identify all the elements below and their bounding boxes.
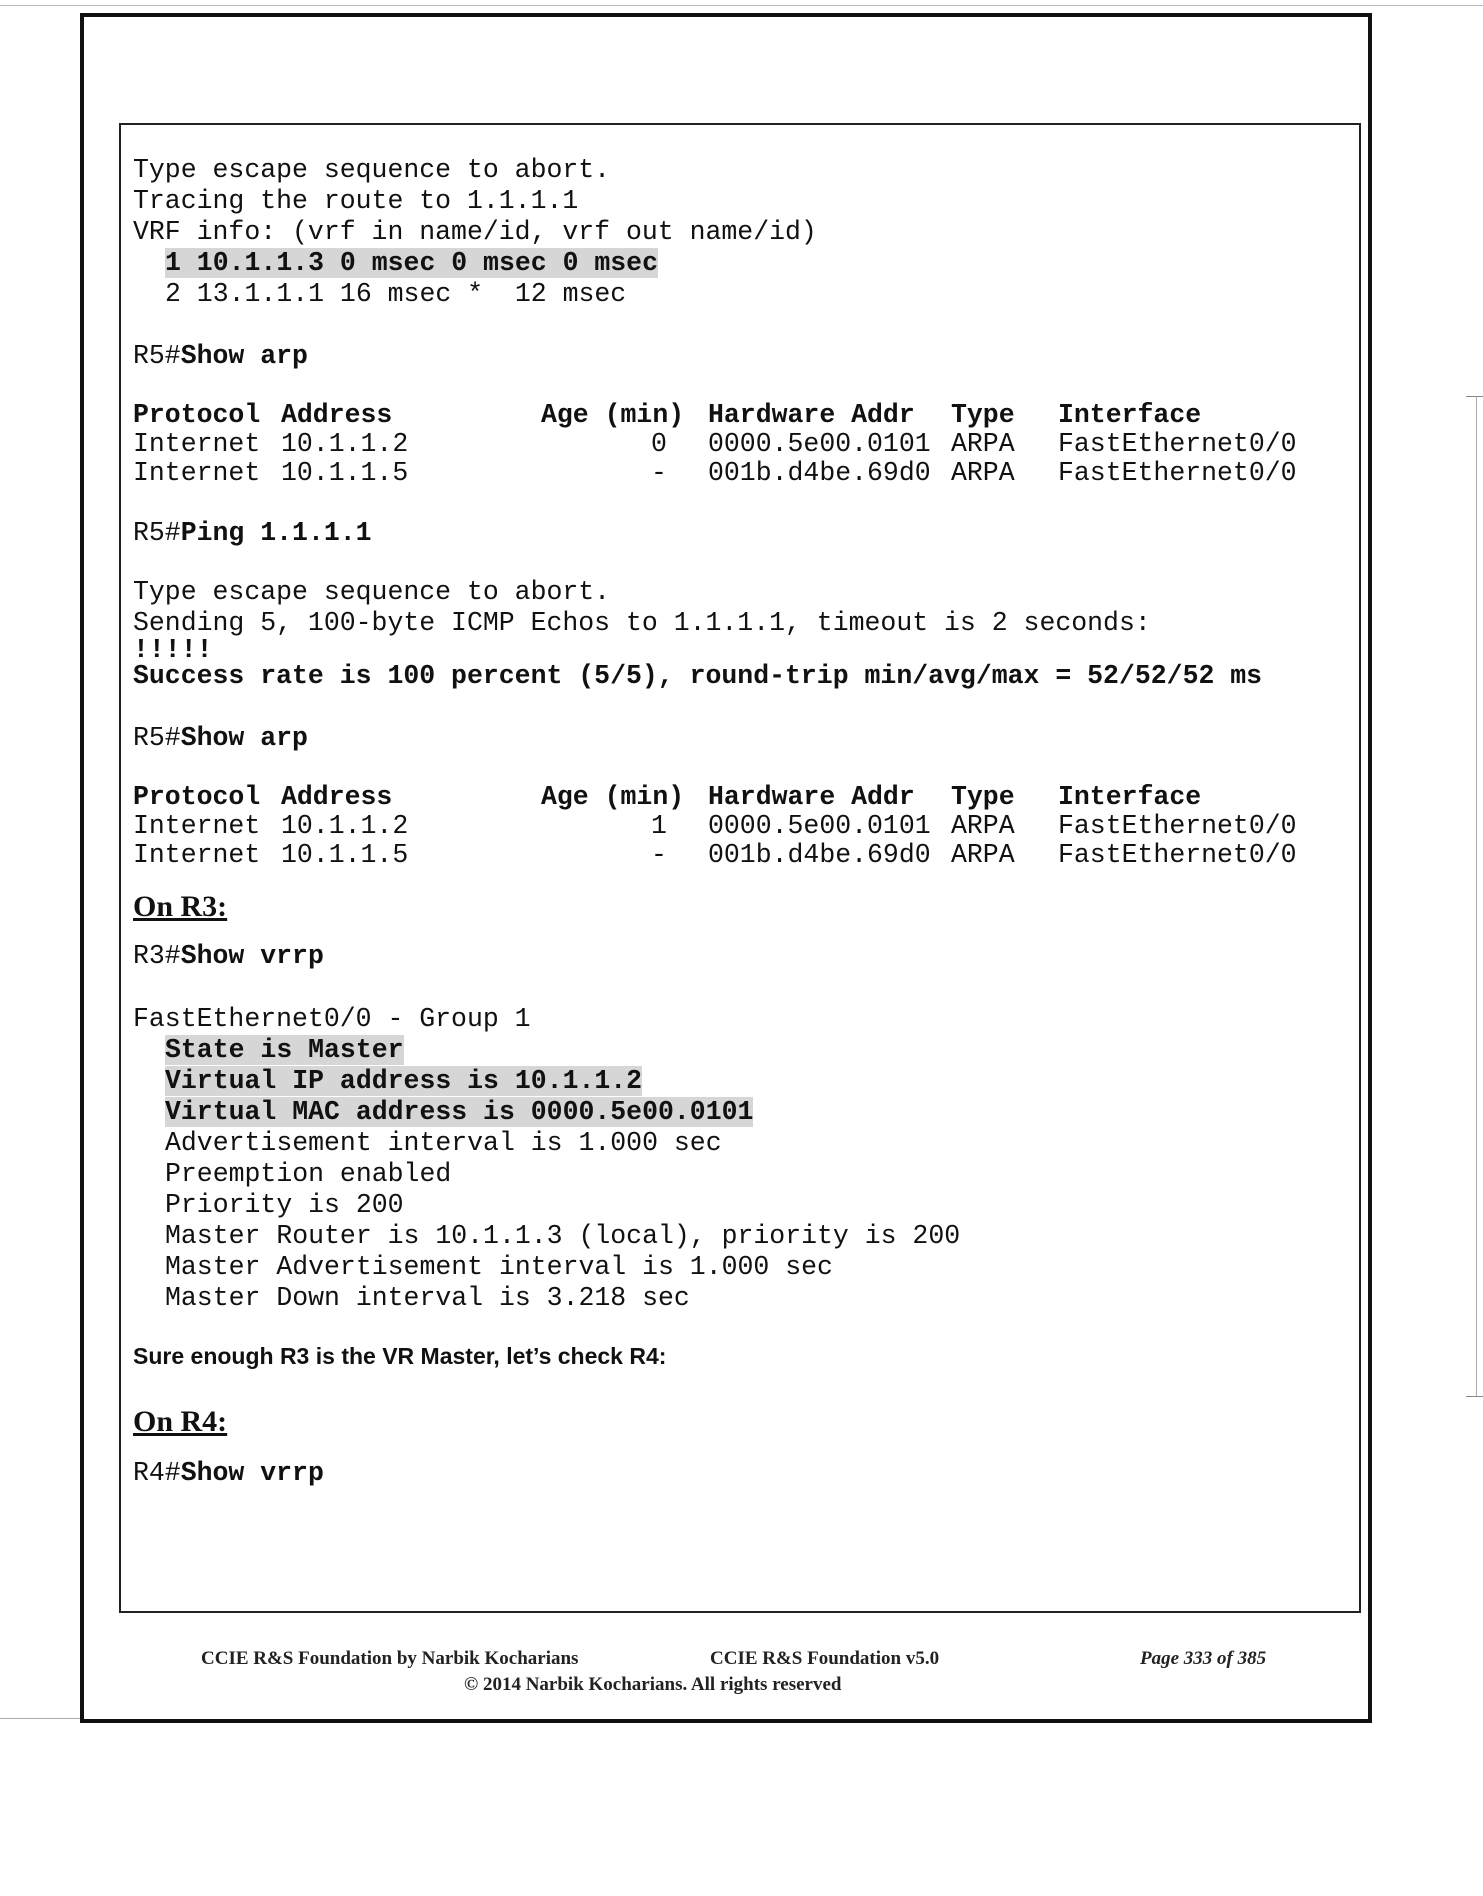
scan-edge-top [0, 5, 1483, 6]
command-line [133, 941, 1359, 972]
command-line [133, 723, 1359, 754]
traceroute-line: Type escape sequence to abort. [133, 155, 611, 185]
arp-table-row [133, 458, 1359, 487]
footer-page-number: Page 333 of 385 [1140, 1648, 1267, 1669]
traceroute-hop: 2 13.1.1.1 16 msec * 12 msec [165, 279, 627, 309]
arp-protocol: Internet [133, 429, 261, 459]
column-header: Interface [1058, 782, 1202, 812]
prompt: R4# [133, 1458, 181, 1488]
column-header: Address [281, 400, 393, 430]
column-header: Age (min) [541, 782, 685, 812]
column-header: Type [951, 782, 1015, 812]
vrrp-line [133, 1066, 1359, 1097]
command: Ping 1.1.1.1 [180, 518, 372, 548]
arp-address: 10.1.1.2 [281, 429, 409, 459]
column-header: Hardware Addr [708, 400, 915, 430]
arp-address: 10.1.1.5 [281, 458, 409, 488]
arp-age: - [651, 458, 667, 488]
prompt: R5# [133, 723, 181, 753]
column-header: Protocol [133, 400, 261, 430]
arp-interface: FastEthernet0/0 [1058, 811, 1297, 841]
vrrp-line: Preemption enabled [165, 1159, 452, 1189]
arp-protocol: Internet [133, 458, 261, 488]
vrrp-line: Advertisement interval is 1.000 sec [165, 1128, 722, 1158]
footer-copyright: © 2014 Narbik Kocharians. All rights reserved [464, 1674, 842, 1695]
prompt: R5# [133, 518, 181, 548]
arp-address: 10.1.1.2 [281, 811, 409, 841]
column-header: Address [281, 782, 393, 812]
arp-table-header [133, 400, 1359, 429]
ping-line: Sending 5, 100-byte ICMP Echos to 1.1.1.1, timeout is 2 seconds: [133, 608, 1151, 638]
prompt: R3# [133, 941, 181, 971]
prompt: R5# [133, 341, 181, 371]
vrrp-line: Priority is 200 [165, 1190, 404, 1220]
scan-edge-right [1476, 396, 1477, 1396]
scan-tick [1466, 396, 1483, 397]
command-line [133, 341, 1359, 372]
arp-type: ARPA [951, 458, 1015, 488]
arp-table-row [133, 429, 1359, 458]
content-box [119, 123, 1361, 1613]
vrrp-line: Master Advertisement interval is 1.000 sec [165, 1252, 833, 1282]
arp-protocol: Internet [133, 840, 261, 870]
arp-type: ARPA [951, 429, 1015, 459]
section-heading-r3: On R3: [133, 890, 228, 923]
column-header: Protocol [133, 782, 261, 812]
arp-hw: 0000.5e00.0101 [708, 811, 931, 841]
arp-type: ARPA [951, 811, 1015, 841]
arp-type: ARPA [951, 840, 1015, 870]
vrrp-line: Master Router is 10.1.1.3 (local), priority is 200 [165, 1221, 961, 1251]
command: Show vrrp [180, 1458, 324, 1488]
vrrp-line [133, 1097, 1359, 1128]
arp-table-row [133, 811, 1359, 840]
column-header: Hardware Addr [708, 782, 915, 812]
arp-table-row [133, 840, 1359, 869]
arp-age: 1 [651, 811, 667, 841]
highlighted-vip: Virtual IP address is 10.1.1.2 [165, 1066, 643, 1096]
arp-protocol: Internet [133, 811, 261, 841]
terminal-output [133, 155, 1359, 1489]
highlighted-vmac: Virtual MAC address is 0000.5e00.0101 [165, 1097, 754, 1127]
command: Show arp [180, 341, 308, 371]
scan-tick [1466, 1396, 1483, 1397]
vrrp-group: FastEthernet0/0 - Group 1 [133, 1004, 531, 1034]
arp-age: - [651, 840, 667, 870]
column-header: Interface [1058, 400, 1202, 430]
command: Show vrrp [180, 941, 324, 971]
footer-book-title: CCIE R&S Foundation by Narbik Kocharians [201, 1648, 579, 1669]
traceroute-line: Tracing the route to 1.1.1.1 [133, 186, 579, 216]
highlighted-state: State is Master [165, 1035, 404, 1065]
highlighted-hop: 1 10.1.1.3 0 msec 0 msec 0 msec [165, 248, 658, 278]
command-line [133, 518, 1359, 549]
arp-table-header [133, 782, 1359, 811]
ping-line: Type escape sequence to abort. [133, 577, 611, 607]
ping-result: Success rate is 100 percent (5/5), round-trip min/avg/max = 52/52/52 ms [133, 661, 1263, 691]
column-header: Type [951, 400, 1015, 430]
arp-age: 0 [651, 429, 667, 459]
footer-version: CCIE R&S Foundation v5.0 [710, 1648, 940, 1669]
ping-bangs: !!!!! [133, 635, 213, 665]
scan-edge-left [0, 1718, 82, 1719]
column-header: Age (min) [541, 400, 685, 430]
arp-address: 10.1.1.5 [281, 840, 409, 870]
arp-interface: FastEthernet0/0 [1058, 840, 1297, 870]
arp-interface: FastEthernet0/0 [1058, 458, 1297, 488]
arp-hw: 001b.d4be.69d0 [708, 840, 931, 870]
arp-interface: FastEthernet0/0 [1058, 429, 1297, 459]
arp-hw: 0000.5e00.0101 [708, 429, 931, 459]
traceroute-hop [133, 248, 1359, 279]
command-line [133, 1458, 1359, 1489]
arp-hw: 001b.d4be.69d0 [708, 458, 931, 488]
explanation-note: Sure enough R3 is the VR Master, let’s check R4: [133, 1343, 667, 1369]
vrrp-line: Master Down interval is 3.218 sec [165, 1283, 690, 1313]
command: Show arp [180, 723, 308, 753]
section-heading-r4: On R4: [133, 1405, 228, 1438]
traceroute-line: VRF info: (vrf in name/id, vrf out name/id) [133, 217, 817, 247]
vrrp-line [133, 1035, 1359, 1066]
